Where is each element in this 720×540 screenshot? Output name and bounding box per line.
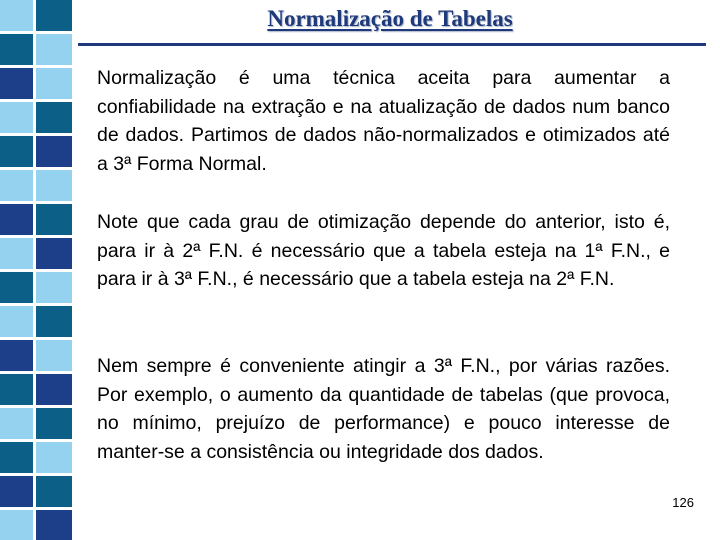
stripe-block bbox=[36, 238, 72, 269]
stripe-block bbox=[36, 0, 72, 31]
stripe-block bbox=[0, 340, 33, 371]
stripe-block bbox=[0, 102, 33, 133]
stripe-block bbox=[36, 306, 72, 337]
stripe-block bbox=[0, 34, 33, 65]
stripe-block bbox=[0, 0, 33, 31]
paragraph-1: Normalização é uma técnica aceita para aumentar a confiabilidade na extração e na atualização de dados num banco de dados. Partimos de dados não-normalizados e otimizados até a 3ª Forma Normal. bbox=[97, 67, 670, 176]
stripe-block bbox=[0, 408, 33, 439]
stripe-block bbox=[0, 170, 33, 201]
stripe-block bbox=[0, 136, 33, 167]
paragraph-3: Nem sempre é conveniente atingir a 3ª F.N., por várias razões. Por exemplo, o aumento da quantidade de tabelas (que provoca, no mínimo, prejuízo de performance) e pouco interesse de manter-se a consistência ou integridade dos dados. bbox=[97, 355, 670, 464]
stripe-block bbox=[36, 408, 72, 439]
title-rule bbox=[78, 43, 706, 46]
stripe-block bbox=[36, 136, 72, 167]
stripe-block bbox=[0, 306, 33, 337]
stripe-block bbox=[0, 68, 33, 99]
stripe-block bbox=[36, 374, 72, 405]
stripe-block bbox=[0, 476, 33, 507]
stripe-block bbox=[36, 170, 72, 201]
stripe-block bbox=[36, 340, 72, 371]
stripe-block bbox=[0, 374, 33, 405]
stripe-block bbox=[36, 510, 72, 540]
stripe-block bbox=[0, 238, 33, 269]
paragraph-2: Note que cada grau de otimização depende do anterior, isto é, para ir à 2ª F.N. é necessário que a tabela esteja na 1ª F.N., e para ir à 3ª F.N., é necessário que a tabela esteja na 2ª F.N. bbox=[97, 211, 670, 291]
slide-title: Normalização de Tabelas bbox=[267, 6, 513, 31]
stripe-block bbox=[36, 476, 72, 507]
stripe-block bbox=[36, 68, 72, 99]
decorative-stripe bbox=[0, 0, 76, 540]
stripe-block bbox=[36, 272, 72, 303]
stripe-block bbox=[0, 510, 33, 540]
stripe-block bbox=[0, 204, 33, 235]
stripe-block bbox=[0, 272, 33, 303]
stripe-block bbox=[0, 442, 33, 473]
stripe-block bbox=[36, 34, 72, 65]
page-number: 126 bbox=[672, 495, 694, 510]
stripe-block bbox=[36, 204, 72, 235]
stripe-block bbox=[36, 442, 72, 473]
stripe-block bbox=[36, 102, 72, 133]
